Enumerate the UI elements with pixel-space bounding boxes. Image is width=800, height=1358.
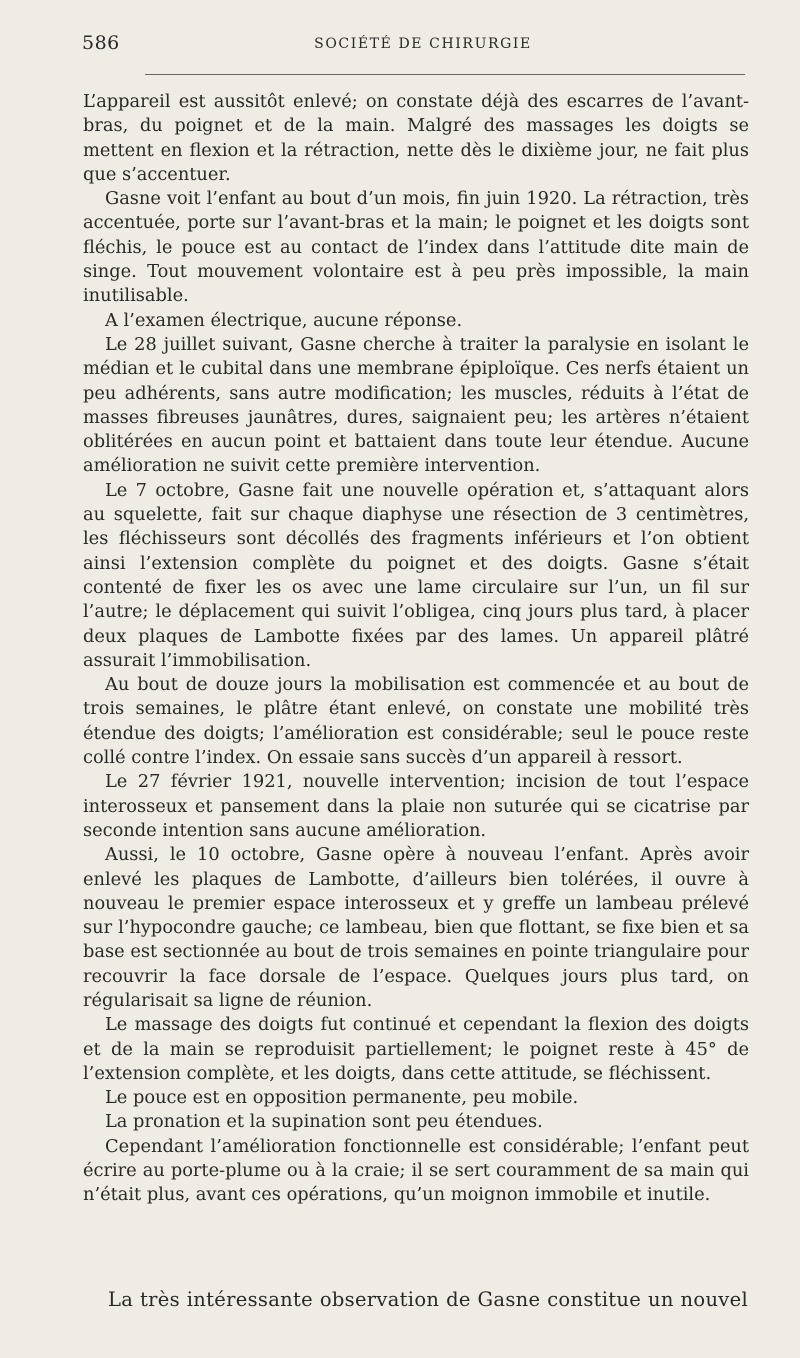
page-header: [82, 32, 746, 62]
paragraph: Le 7 octobre, Gasne fait une nouvelle opération et, s’attaquant alors au squelette, fait sur chaque diaphyse une résection de 3 centimètres, les fléchisseurs sont décollés des fragments inférieurs et l’on obtient ainsi l’extension complète du poignet et des doigts. Gasne s’était contenté de fixer les os avec une lame circulaire sur l’un, un fil sur l’autre; le déplacement qui suivit l’obligea, cinq jours plus tard, à placer deux plaques de Lambotte fixées par des lames. Un appareil plâtré assurait l’immobilisation.: [83, 479, 749, 671]
paragraph: Au bout de douze jours la mobilisation est commencée et au bout de trois semaines, le plâtre étant enlevé, on constate une mobilité très étendue des doigts; l’amélioration est considérable; seul le pouce reste collé contre l’index. On essaie sans succès d’un appareil à ressort.: [83, 674, 749, 769]
paragraph: Le massage des doigts fut continué et cependant la flexion des doigts et de la main se reproduisit partiellement; le poignet reste à 45° de l’extension complète, et les doigts, dans cette attitude, se fléchissent.: [83, 1014, 749, 1084]
paragraph: Le 28 juillet suivant, Gasne cherche à traiter la paralysie en isolant le médian et le cubital dans une membrane épiploïque. Ces nerfs étaient un peu adhérents, sans autre modification; les muscles, réduits à l’état de masses fibreuses jaunâtres, dures, saignaient peu; les artères n’étaient oblitérées en aucun point et battaient dans toute leur étendue. Aucune amélioration ne suivit cette première intervention.: [83, 333, 749, 477]
header-rule: [145, 74, 745, 75]
running-title: SOCIÉTÉ DE CHIRURGIE: [314, 36, 532, 52]
paragraph: Cependant l’amélioration fonctionnelle est considérable; l’enfant peut écrire au porte-plume ou à la craie; il se sert couramment de sa main qui n’était plus, avant ces opérations, qu’un moignon immobile et inutile.: [83, 1135, 749, 1206]
paragraph: Le pouce est en opposition permanente, peu mobile.: [105, 1087, 579, 1109]
body-text: [83, 90, 749, 1208]
paragraph: L’appareil est aussitôt enlevé; on constate déjà des escarres de l’avant-bras, du poignet et de la main. Malgré des massages les doigts se mettent en flexion et la rétraction, nette dès le dixième jour, ne fait plus que s’accentuer.: [83, 91, 749, 185]
paragraph: Aussi, le 10 octobre, Gasne opère à nouveau l’enfant. Après avoir enlevé les plaques de Lambotte, d’ailleurs bien tolérées, il ouvre à nouveau le premier espace interosseux et y greffe un lambeau prélevé sur l’hypocondre gauche; ce lambeau, bien que flottant, se fixe bien et sa base est sectionnée au bout de trois semaines en pointe triangulaire pour recouvrir la face dorsale de l’espace. Quelques jours plus tard, on régularisait sa ligne de réunion.: [83, 844, 749, 1011]
page-number: 586: [82, 32, 120, 54]
paragraph: Gasne voit l’enfant au bout d’un mois, fin juin 1920. La rétraction, très accentuée, porte sur l’avant-bras et la main; le poignet et les doigts sont fléchis, le pouce est au contact de l’index dans l’attitude dite main de singe. Tout mouvement volontaire est à peu près impossible, la main inutilisable.: [83, 188, 749, 307]
paragraph: A l’examen électrique, aucune réponse.: [105, 309, 463, 331]
paragraph: La pronation et la supination sont peu étendues.: [105, 1111, 543, 1133]
paragraph: Le 27 février 1921, nouvelle intervention; incision de tout l’espace interosseux et pansement dans la plaie non suturée qui se cicatrise par seconde intention sans aucune amélioration.: [83, 771, 749, 841]
closing-line: La très intéressante observation de Gasne constitue un nouvel: [108, 1288, 748, 1311]
